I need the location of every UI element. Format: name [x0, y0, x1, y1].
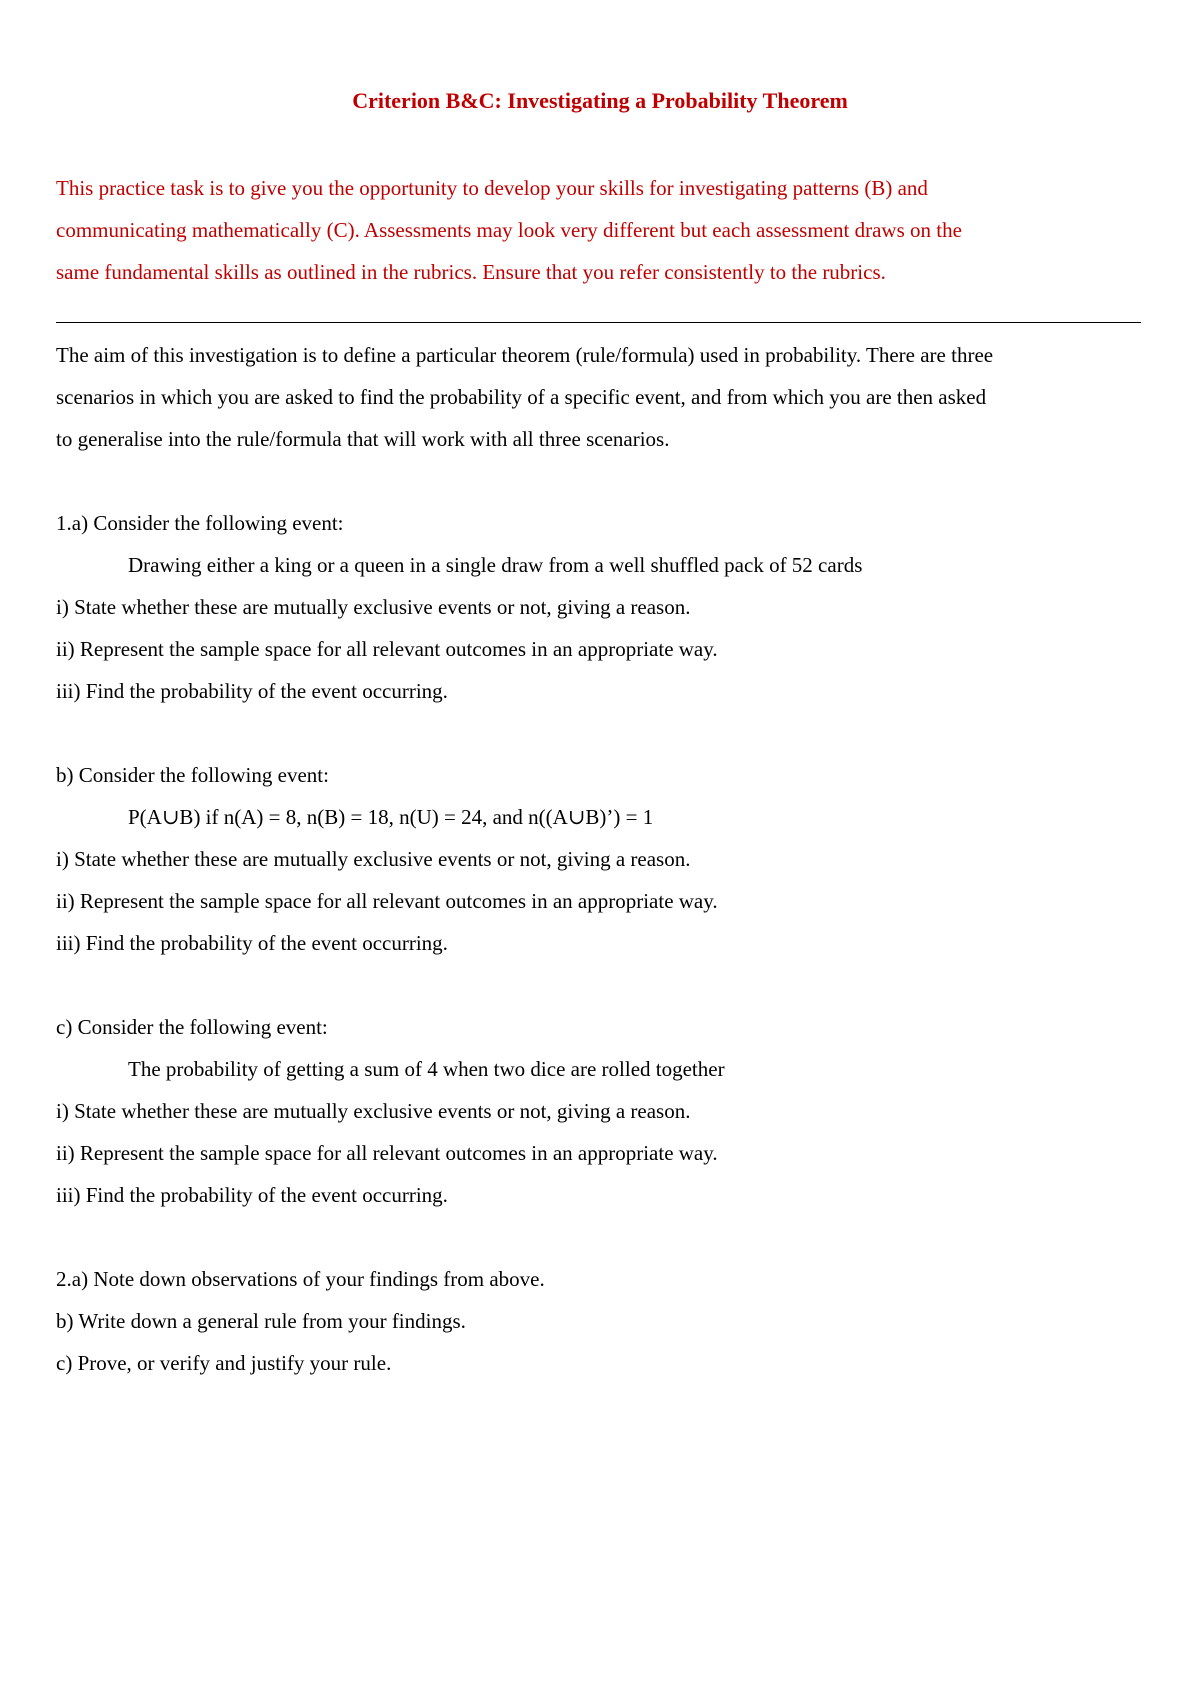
intro-paragraph [56, 167, 1156, 293]
question-heading: 1.a) Consider the following event: [56, 511, 344, 535]
questions-section [56, 502, 1156, 1426]
document-title: Criterion B&C: Investigating a Probability Theorem [352, 88, 848, 113]
aim-line: The aim of this investigation is to define a particular theorem (rule/formula) used in probability. There are three [56, 343, 994, 367]
intro-line: This practice task is to give you the opportunity to develop your skills for investigating patterns (B) and [56, 176, 928, 200]
aim-paragraph [56, 334, 1156, 460]
question-heading: b) Consider the following event: [56, 763, 329, 787]
question-part: i) State whether these are mutually exclusive events or not, giving a reason. [56, 847, 691, 871]
aim-line: scenarios in which you are asked to find the probability of a specific event, and from which you are then asked [56, 385, 987, 409]
question-2 [56, 1258, 1156, 1384]
question-part: ii) Represent the sample space for all relevant outcomes in an appropriate way. [56, 889, 718, 913]
question-1b [56, 754, 1156, 964]
question-event: The probability of getting a sum of 4 when two dice are rolled together [128, 1057, 725, 1081]
horizontal-rule [56, 322, 1141, 323]
question-event: Drawing either a king or a queen in a single draw from a well shuffled pack of 52 cards [128, 553, 863, 577]
question-event: P(A∪B) if n(A) = 8, n(B) = 18, n(U) = 24, and n((A∪B)’) = 1 [128, 805, 654, 829]
question-part: iii) Find the probability of the event occurring. [56, 931, 448, 955]
question-part: ii) Represent the sample space for all relevant outcomes in an appropriate way. [56, 1141, 718, 1165]
question-part: b) Write down a general rule from your findings. [56, 1309, 466, 1333]
intro-line: same fundamental skills as outlined in the rubrics. Ensure that you refer consistently to the rubrics. [56, 260, 886, 284]
question-heading: c) Consider the following event: [56, 1015, 328, 1039]
question-part: 2.a) Note down observations of your findings from above. [56, 1267, 545, 1291]
aim-line: to generalise into the rule/formula that will work with all three scenarios. [56, 427, 670, 451]
question-part: i) State whether these are mutually exclusive events or not, giving a reason. [56, 595, 691, 619]
question-part: i) State whether these are mutually exclusive events or not, giving a reason. [56, 1099, 691, 1123]
intro-line: communicating mathematically (C). Assessments may look very different but each assessment draws on the [56, 218, 962, 242]
question-part: c) Prove, or verify and justify your rule. [56, 1351, 392, 1375]
question-1a [56, 502, 1156, 712]
question-1c [56, 1006, 1156, 1216]
question-part: iii) Find the probability of the event occurring. [56, 1183, 448, 1207]
question-part: ii) Represent the sample space for all relevant outcomes in an appropriate way. [56, 637, 718, 661]
question-part: iii) Find the probability of the event occurring. [56, 679, 448, 703]
